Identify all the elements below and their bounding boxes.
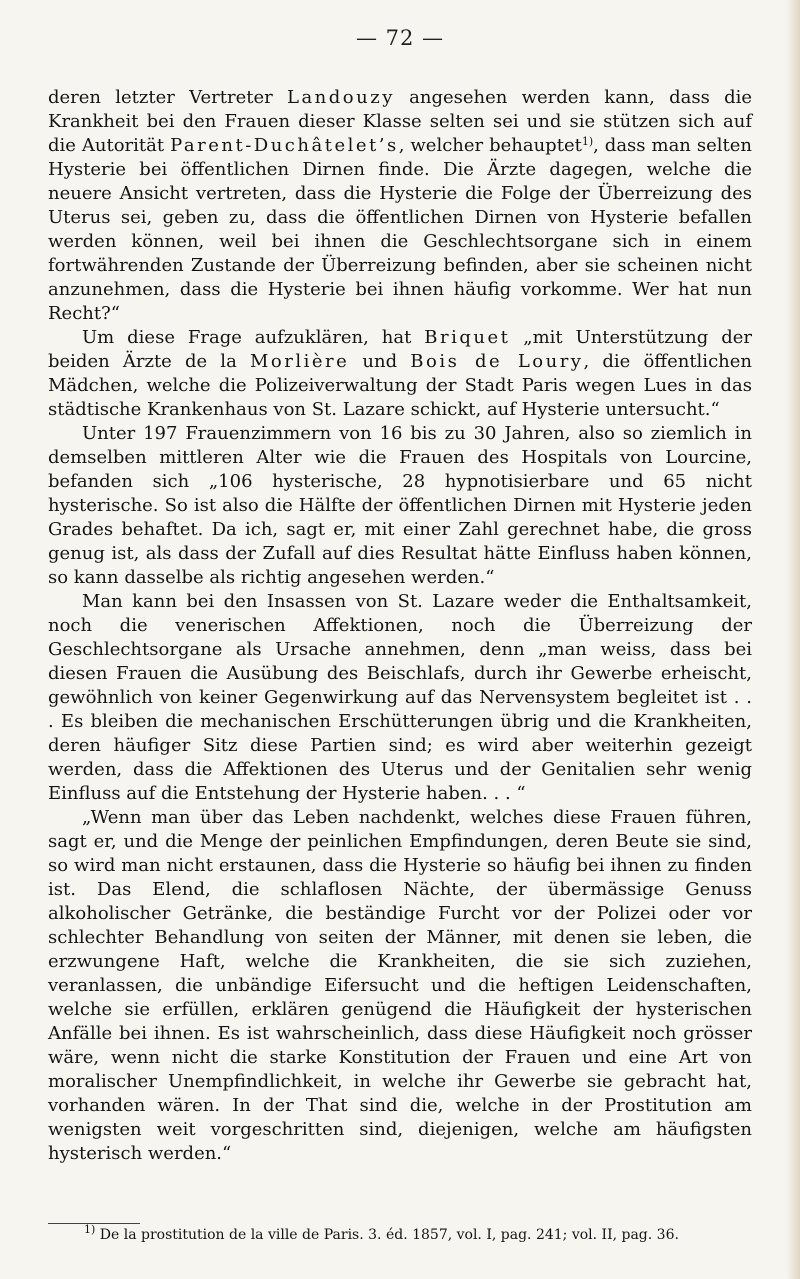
page-number: — 72 — [355, 26, 445, 50]
footnote-text: De la prostitution de la ville de Paris. 3. éd. 1857, vol. I, pag. 241; vol. II, pag. 36. [99, 1227, 679, 1243]
paragraph-3: Unter 197 Frauenzimmern von 16 bis zu 30 Jahren, also so ziemlich in demselben mittleren Alter wie die Frauen des Hospitals von Lourcine, befanden sich „106 hysterische, 28 hypnotisierbare und 65 nicht hysterische. So ist also die Hälfte der öffentlichen Dirnen mit Hysterie jeden Grades behaftet. Da ich, sagt er, mit einer Zahl gerechnet habe, die gross genug ist, als dass der Zufall auf dies Resultat hätte Einfluss haben können, so kann dasselbe als richtig angesehen werden.“ [48, 423, 752, 588]
page-edge-shadow [786, 0, 800, 1279]
paragraph-4: Man kann bei den Insassen von St. Lazare weder die Enthaltsamkeit, noch die venerischen Affektionen, noch die Überreizung der Geschlechtsorgane als Ursache annehmen, denn „man weiss, dass bei diesen Frauen die Ausübung des Beischlafs, durch ihr Gewerbe erheischt, gewöhnlich von keiner Gegenwirkung auf das Nervensystem begleitet ist . . . Es bleiben die mechanischen Erschütterungen übrig und die Krankheiten, deren häufiger Sitz diese Partien sind; es wird aber weiterhin gezeigt werden, dass die Affektionen des Uterus und der Genitalien sehr wenig Einfluss auf die Entstehung der Hysterie haben. . . “ [48, 591, 752, 804]
paragraph-1-text-a: deren letzter Vertreter [48, 87, 287, 108]
paragraph-1 [48, 86, 752, 326]
footnote [48, 1223, 752, 1245]
paragraph-1-text-b: angesehen werden kann, dass die Krankheit bei den Frauen dieser Klasse selten sei und sie stützen sich auf die Autorität [48, 87, 752, 156]
author-name-briquet: Briquet [424, 327, 511, 348]
paragraph-1-text-c: , welcher behauptet [398, 135, 582, 156]
author-name-morliere: Morlière [249, 351, 350, 372]
author-name-parent-duchatelet: Parent-Duchâtelet’s [170, 135, 399, 156]
paragraph-2 [48, 326, 752, 422]
paragraph-2-text-a: Um diese Frage aufzuklären, hat [82, 327, 425, 348]
author-name-bois-de-loury: Bois de Loury [410, 351, 584, 372]
paragraph-5: „Wenn man über das Leben nachdenkt, welches diese Frauen führen, sagt er, und die Menge der peinlichen Empfindungen, deren Beute sie sind, so wird man nicht erstaunen, dass die Hysterie so häufig bei ihnen zu finden ist. Das Elend, die schlaflosen Nächte, der übermässige Genuss alkoholischer Getränke, die beständige Furcht vor der Polizei oder vor schlechter Behandlung von seiten der Männer, mit denen sie leben, die erzwungene Haft, welche die Krankheiten, die sie sich zuziehen, veranlassen, die unbändige Eifersucht und die heftigen Leidenschaften, welche sie erfüllen, erklären genügend die Häufigkeit der hysterischen Anfälle bei ihnen. Es ist wahrscheinlich, dass diese Häufigkeit noch grösser wäre, wenn nicht die starke Konstitution der Frauen und eine Art von moralischer Unempfindlichkeit, in welche ihr Gewerbe sie gebracht hat, vorhanden wären. In der That sind die, welche in der Prostitution am wenigsten weit vorgeschritten sind, diejenigen, welche am häufigsten hysterisch werden.“ [48, 807, 752, 1164]
footnote-body [48, 1223, 752, 1245]
paragraph-2-text-d: , die öffentlichen Mädchen, welche die Polizeiverwaltung der Stadt Paris wegen Lues in das städtische Krankenhaus von St. Lazare schickt, auf Hysterie untersucht.“ [48, 351, 752, 420]
paragraph-1-text-d: , dass man selten Hysterie bei öffentlichen Dirnen finde. Die Ärzte dagegen, welche die neuere Ansicht vertreten, dass die Hysterie die Folge der Überreizung des Uterus sei, geben zu, dass die öffentlichen Dirnen von Hysterie befallen werden können, weil bei ihnen die Geschlechtsorgane sich in einem fortwährenden Zustande der Überreizung befinden, aber sie scheinen nicht anzunehmen, dass die Hysterie bei ihnen häufig vorkomme. Wer hat nun Recht?“ [48, 135, 752, 324]
footnote-mark: 1) [84, 1223, 96, 1236]
paragraph-2-text-c: und [349, 351, 411, 372]
footnote-reference: 1) [581, 135, 594, 148]
body-text [48, 86, 752, 1166]
author-name-landouzy: Landouzy [286, 87, 395, 108]
paragraph-2-text-b: „mit Unterstützung der beiden Ärzte de la [48, 327, 752, 372]
